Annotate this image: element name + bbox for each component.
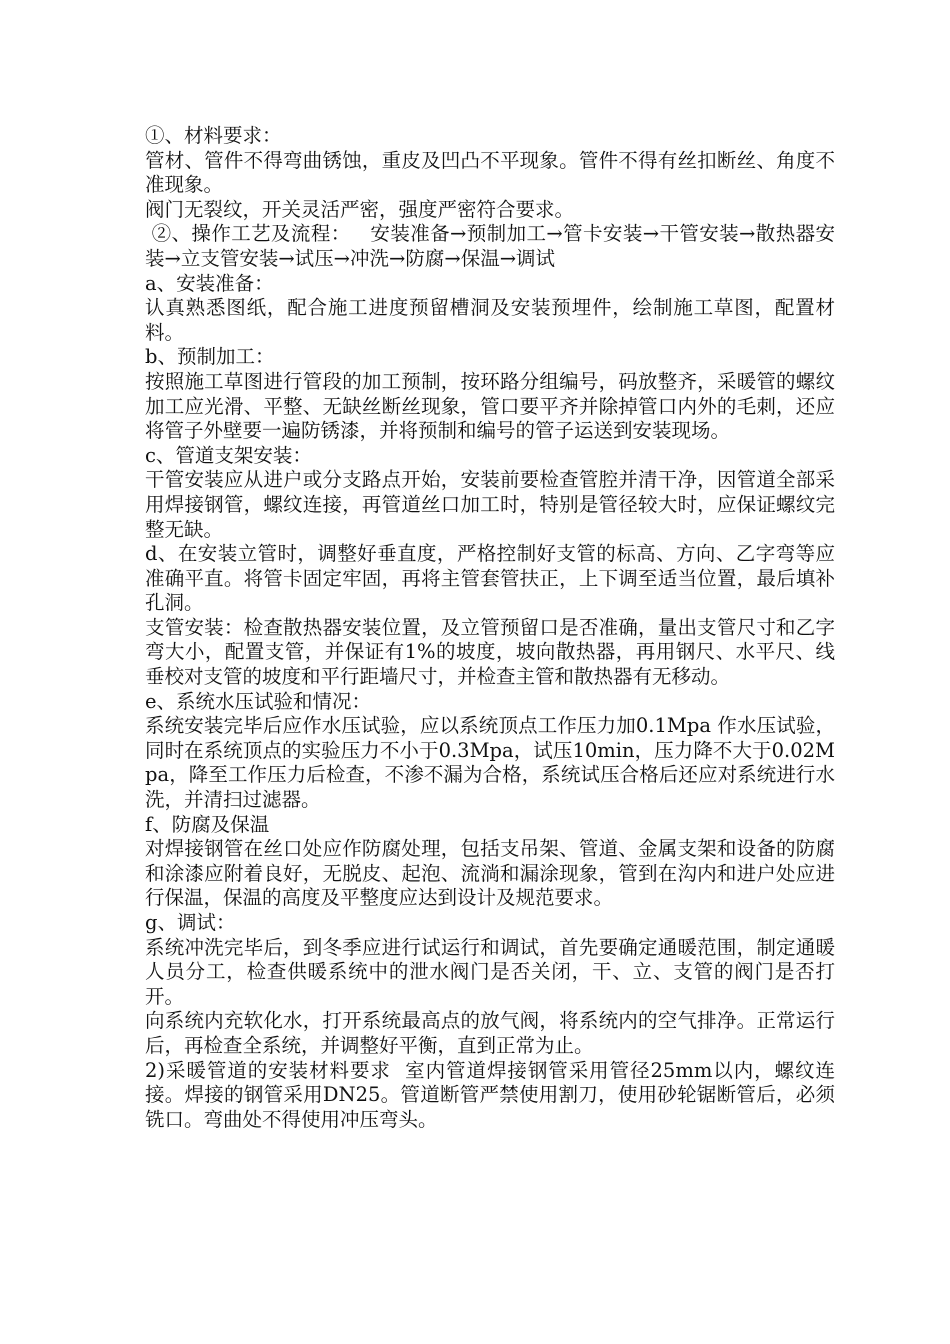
heading-anticorrosion: f、防腐及保温: [145, 812, 270, 836]
heading-pressure-test: e、系统水压试验和情况：: [145, 689, 372, 713]
paragraph-riser-install: d、在安装立管时，调整好垂直度，严格控制好支管的标高、方向、乙字弯等应准确平直。将管卡固定牢固，再将主管套管扶正，上下调至适当位置，最后填补孔洞。: [145, 542, 835, 615]
heading-installation-prep: a、安装准备：: [145, 271, 274, 295]
paragraph-valve-requirements: 阀门无裂纹，开关灵活严密，强度严密符合要求。: [145, 197, 575, 221]
paragraph-fill-water: 向系统内充软化水，打开系统最高点的放气阀，将系统内的空气排净。正常运行后，再检查全系统，并调整好平衡，直到正常为止。: [145, 1009, 835, 1057]
paragraph-main-pipe: 干管安装应从进户或分支路点开始，安装前要检查管腔并清干净，因管道全部采用焊接钢管，螺纹连接，再管道丝口加工时，特别是管径较大时，应保证螺纹完整无缺。: [145, 468, 835, 541]
heading-pipe-support: c、管道支架安装：: [145, 443, 312, 467]
paragraph-pressure-test: 系统安装完毕后应作水压试验，应以系统顶点工作压力加0.1Mpa 作水压试验，同时在系统顶点的实验压力不小于0.3Mpa，试压10min，压力降不大于0.02Mpa，降至工作压力后检查，不渗不漏为合格，系统试压合格后还应对系统进行水洗，并清扫过滤器。: [145, 714, 835, 812]
paragraph-prefabrication: 按照施工草图进行管段的加工预制，按环路分组编号，码放整齐，采暖管的螺纹加工应光滑、平整、无缺丝断丝现象，管口要平齐并除掉管口内外的毛刺，还应将管子外壁要一遍防锈漆，并将预制和编号的管子运送到安装现场。: [145, 369, 835, 443]
paragraph-commissioning: 系统冲洗完毕后，到冬季应进行试运行和调试，首先要确定通暖范围，制定通暖人员分工，检查供暖系统中的泄水阀门是否关闭，干、立、支管的阀门是否打开。: [145, 935, 835, 1008]
paragraph-heating-pipe-materials: 2)采暖管道的安装材料要求 室内管道焊接钢管采用管径25mm以内，螺纹连接。焊接的钢管采用DN25。管道断管严禁使用割刀，使用砂轮锯断管后，必须铣口。弯曲处不得使用冲压弯头。: [145, 1058, 835, 1131]
heading-commissioning: g、调试：: [145, 911, 236, 934]
paragraph-branch-install: 支管安装：检查散热器安装位置，及立管预留口是否准确，量出支管尺寸和乙字弯大小，配置支管，并保证有1%的坡度，坡向散热器，再用钢尺、水平尺、线垂校对支管的坡度和平行距墙尺寸，并检查主管和散热器有无移动。: [145, 615, 835, 689]
document-body: [145, 124, 835, 1132]
paragraph-installation-prep: 认真熟悉图纸，配合施工进度预留槽洞及安装预埋件，绘制施工草图，配置材料。: [145, 296, 835, 344]
paragraph-process-flow: ②、操作工艺及流程： 安装准备→预制加工→管卡安装→干管安装→散热器安装→立支管安装→试压→冲洗→防腐→保温→调试: [145, 222, 836, 270]
paragraph-anticorrosion: 对焊接钢管在丝口处应作防腐处理，包括支吊架、管道、金属支架和设备的防腐和涂漆应附着良好，无脱皮、起泡、流淌和漏涂现象，管到在沟内和进户处应进行保温，保温的高度及平整度应达到设计及规范要求。: [145, 837, 835, 910]
paragraph-pipe-requirements: 管材、管件不得弯曲锈蚀，重皮及凹凸不平现象。管件不得有丝扣断丝、角度不准现象。: [145, 148, 835, 197]
heading-prefabrication: b、预制加工：: [145, 345, 275, 369]
heading-material-requirements: ①、材料要求：: [145, 124, 282, 147]
